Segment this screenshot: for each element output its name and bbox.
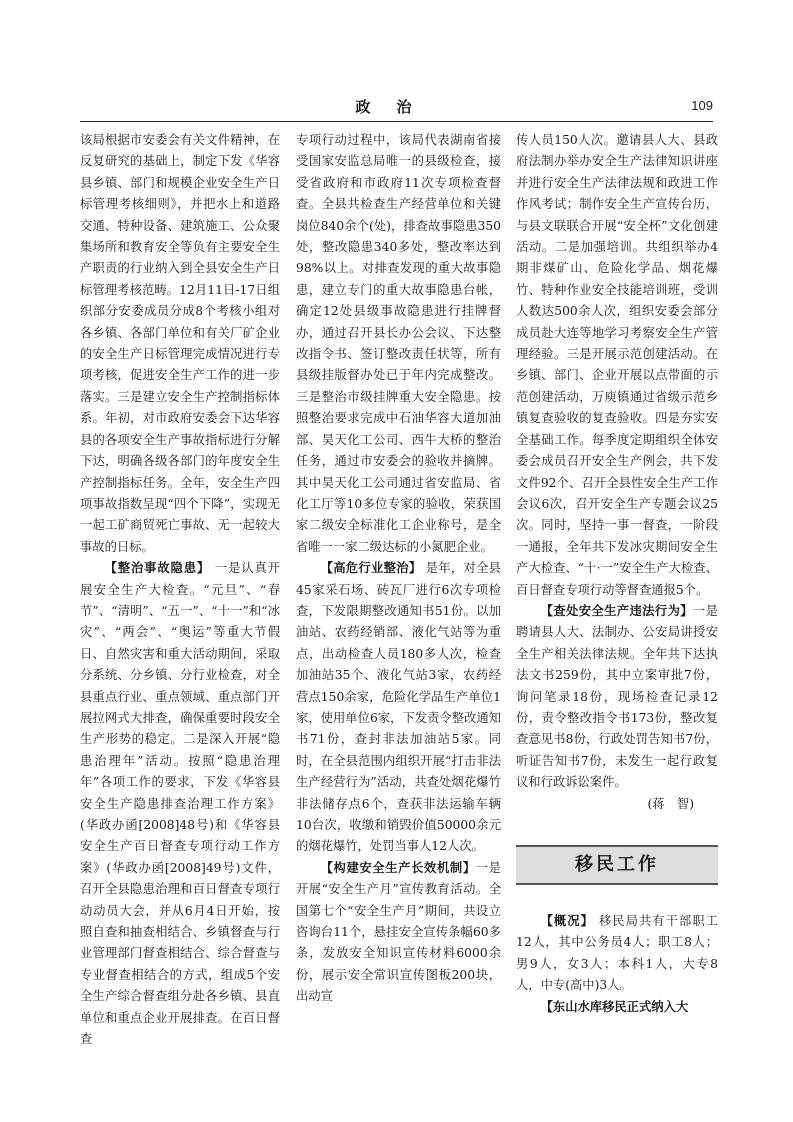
- column-1: [80, 130, 280, 1085]
- column-3: [516, 130, 718, 1085]
- paragraph: [80, 558, 280, 1050]
- section-tag: 【查处安全生产违法行为】: [540, 603, 693, 618]
- paragraph-text: 一是聘请县人大、法制办、公安局讲授安全生产相关法律法规。全年共下达执法文书259份，其中立案审批7份，询问笔录18份，现场检查记录12份，责令整改指令书173份，整改复查意见书8份，行政处罚告知书7份，听证告知书7份，未发生一起行政复议和行政诉讼案件。: [516, 603, 718, 790]
- paragraph: [296, 858, 501, 1008]
- page-number: 109: [691, 98, 713, 113]
- paragraph: [516, 601, 718, 794]
- section-tag: 【整治事故隐患】: [104, 561, 211, 576]
- section-heading: 移民工作: [516, 845, 718, 885]
- section-tag: 【高危行业整治】: [320, 561, 422, 576]
- paragraph: 专项行动过程中，该局代表湖南省接受国家安监总局唯一的县级检查，接受省政府和市政府11次专项检查督查。全县共检查生产经营单位和关键岗位840余个(处)，排查故事隐患350处，整改隐患340多处，整改率达到98%以上。对排查发现的重大故事隐患，建立专门的重大故事隐患台帐，确定12处县级事故隐患进行挂牌督办，通过召开县长办公会议、下达整改指令书、签订整改责任状等，所有县级挂版督办处已于年内完成整改。三是整治市级挂牌重大安全隐患。按照整治要求完成中石油华容大道加油部、昊天化工公司、西牛大桥的整治任务，通过市安委会的验收并摘牌。其中昊天化工公司通过省安监局、省化工厅等10多位专家的验收，荣获国家二级安全标准化工企业称号，是全省唯一一家二级达标的小氮肥企业。: [296, 133, 501, 554]
- paragraph: [516, 911, 718, 997]
- paragraph: 该局根据市安委会有关文件精神，在反复研究的基础上，制定下发《华容县乡镇、部门和规模企业安全生产日标管理考核细则》，并把水上和道路交通、特种设备、建筑施工、公众聚集场所和教育安全等负有主要安全生产职责的行业纳入到全县安全生产日标管理考核范畴。12月11日-17日组织部分安委成员分成8个考核小组对各乡镇、各部门单位和有关厂矿企业的安全生产日标管理完成情况进行专项考核，促进安全生产工作的进一步落实。三是建立安全生产控制指标体系。年初，对市政府安委会下达华容县的各项安全生产事故指标进行分解下达，明确各级各部门的年度安全生产控制指标任务。全年，安全生产四项事故指数呈现“四个下降”，实现无一起工矿商贸死亡事故、无一起较大事故的日标。: [80, 133, 280, 554]
- header-rule: [80, 121, 713, 122]
- paragraph: [516, 997, 718, 1018]
- paragraph: [296, 558, 501, 858]
- section-tag: 【东山水库移民正式纳入大: [540, 999, 689, 1014]
- page-header: [80, 96, 713, 118]
- column-2: [296, 130, 501, 1085]
- section-tag: 【概况】: [540, 914, 594, 928]
- paragraph-text: 移民局共有干部职工12人，其中公务员4人；职工8人；男9人，女3人；本科1人，大专8人，中专(高中)3人。: [516, 914, 718, 993]
- author-credit: (蒋 智): [647, 796, 694, 811]
- paragraph: 传人员150人次。邀请县人大、县政府法制办举办安全生产法律知识讲座并进行安全生产法律法规和政进工作作风考试；制作安全生产宣传台历，与县文联联合开展“安全杯”文化创建活动。二是加强培训。共组织举办4期非煤矿山、危险化学品、烟花爆竹、特种作业安全技能培训班，受训人数达500余人次，组织安委会部分成员赴大连等地学习考察安全生产管理经验。三是开展示范创建活动。在乡镇、部门、企业开展以点带面的示范创建活动，万庾镇通过省级示范乡镇复查验收的复查验收。四是夯实安全基础工作。每季度定期组织全体安委会成员召开安全生产例会，共下发文件92个、召开全县性安全生产工作会议6次，召开安全生产专题会议25次。同时，坚持一事一督查，一阶段一通报，全年共下发冰灾期间安全生产大检查、“十·一”安全生产大检查、百日督查专项行动等督查通报5个。: [516, 133, 718, 597]
- paragraph-text: 一是认真开展安全生产大检查。“元旦”、“春节”、“清明”、“五一”、“十一”和“冰灾”、“两会”、“奥运”等重大节假日、自然灾害和重大活动期间，采取分系统、分乡镇、分行业检查，对全县重点行业、重点领域、重点部门开展拉网式大排查，确保重要时段安全生产形势的稳定。二是深入开展“隐患治理年”活动。按照“隐患治理年”各项工作的要求，下发《华容县安全生产隐患排查治理工作方案》(华政办函[2008]48号)和《华容县安全生产百日督查专项行动工作方案》(华政办函[2008]49号)文件，召开全县隐患治理和百日督查专项行动动员大会，并从6月4日开始，按照自查和抽查相结合、乡镇督查与行业管理部门督查相结合、综合督查与专业督查相结合的方式，组成5个安全生产综合督查组分赴各乡镇、县直单位和重点企业开展排查。在百日督查: [80, 561, 280, 1047]
- section-tag: 【构建安全生产长效机制】: [320, 860, 476, 875]
- paragraph-text: 是年，对全县45家采石场、砖瓦厂进行6次专项检查，下发限期整改通知书51份。以加油站、农药经销部、液化气站等为重点，出动检查人员180多人次，检查加油站35个、液化气站3家，农药经营点150余家，危险化学品生产单位1家，使用单位6家，下发责令整改通知书71份，查封非法加油站5家。同时，在全县范围内组织开展“打击非法生产经营行为”活动，共查处烟花爆竹非法储存点6个，查获非法运输车辆10台次，收缴和销毁价值50000余元的烟花爆竹，处罚当事人12人次。: [296, 561, 501, 854]
- paragraph-text: 一是开展“安全生产月”宣传教育活动。全国第七个“安全生产月”期间，共设立咨询台11个，悬挂安全宣传条幅60多条，发放安全知识宣传材料6000余份，展示安全常识宣传图板200块，出动宣: [296, 860, 501, 1004]
- running-title: 政治: [355, 98, 438, 116]
